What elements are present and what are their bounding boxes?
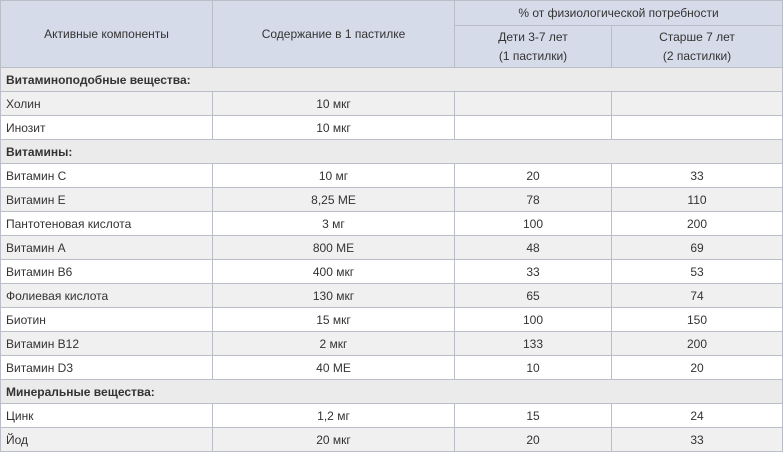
table-row — [1, 164, 783, 188]
section-row — [1, 140, 783, 164]
table-row — [1, 332, 783, 356]
component-name: Витамин С — [1, 164, 213, 188]
table-row — [1, 212, 783, 236]
table-row — [1, 116, 783, 140]
component-name: Йод — [1, 428, 213, 452]
older-percent: 69 — [612, 236, 783, 260]
section-row — [1, 68, 783, 92]
component-name: Инозит — [1, 116, 213, 140]
kids-percent: 100 — [455, 212, 612, 236]
component-name: Витамин D3 — [1, 356, 213, 380]
component-content: 40 МЕ — [213, 356, 455, 380]
component-content: 2 мкг — [213, 332, 455, 356]
older-percent: 33 — [612, 164, 783, 188]
component-content: 10 мкг — [213, 92, 455, 116]
section-title: Минеральные вещества: — [1, 380, 783, 404]
component-name: Витамин Е — [1, 188, 213, 212]
component-content: 1,2 мг — [213, 404, 455, 428]
older-percent: 24 — [612, 404, 783, 428]
older-percent: 33 — [612, 428, 783, 452]
kids-percent: 78 — [455, 188, 612, 212]
kids-percent: 33 — [455, 260, 612, 284]
component-content: 800 МЕ — [213, 236, 455, 260]
component-content: 15 мкг — [213, 308, 455, 332]
header-kids: Дети 3-7 лет (1 пастилки) — [455, 26, 612, 68]
component-content: 10 мкг — [213, 116, 455, 140]
older-percent: 200 — [612, 332, 783, 356]
table-row — [1, 260, 783, 284]
kids-percent — [455, 116, 612, 140]
header-need-group: % от физиологической потребности — [455, 1, 783, 26]
component-name: Витамин А — [1, 236, 213, 260]
table-row — [1, 284, 783, 308]
component-name: Фолиевая кислота — [1, 284, 213, 308]
component-content: 400 мкг — [213, 260, 455, 284]
component-name: Витамин В6 — [1, 260, 213, 284]
component-content: 130 мкг — [213, 284, 455, 308]
kids-percent: 133 — [455, 332, 612, 356]
kids-percent: 48 — [455, 236, 612, 260]
kids-percent: 100 — [455, 308, 612, 332]
header-component: Активные компоненты — [1, 1, 213, 68]
kids-percent: 20 — [455, 428, 612, 452]
table-row — [1, 308, 783, 332]
older-percent: 150 — [612, 308, 783, 332]
component-name: Пантотеновая кислота — [1, 212, 213, 236]
kids-percent: 10 — [455, 356, 612, 380]
table-row — [1, 236, 783, 260]
header-older: Старше 7 лет (2 пастилки) — [612, 26, 783, 68]
kids-percent: 15 — [455, 404, 612, 428]
component-name: Витамин В12 — [1, 332, 213, 356]
component-name: Цинк — [1, 404, 213, 428]
component-name: Биотин — [1, 308, 213, 332]
component-content: 10 мг — [213, 164, 455, 188]
older-percent: 200 — [612, 212, 783, 236]
section-title: Витаминоподобные вещества: — [1, 68, 783, 92]
older-percent — [612, 116, 783, 140]
table-row — [1, 92, 783, 116]
component-content: 3 мг — [213, 212, 455, 236]
section-title: Витамины: — [1, 140, 783, 164]
table-row — [1, 428, 783, 452]
older-percent: 110 — [612, 188, 783, 212]
kids-percent: 20 — [455, 164, 612, 188]
older-percent: 74 — [612, 284, 783, 308]
kids-percent — [455, 92, 612, 116]
header-content: Содержание в 1 пастилке — [213, 1, 455, 68]
older-percent — [612, 92, 783, 116]
component-content: 8,25 МЕ — [213, 188, 455, 212]
component-content: 20 мкг — [213, 428, 455, 452]
older-percent: 53 — [612, 260, 783, 284]
kids-percent: 65 — [455, 284, 612, 308]
table-row — [1, 404, 783, 428]
table-row — [1, 188, 783, 212]
table-row — [1, 356, 783, 380]
older-percent: 20 — [612, 356, 783, 380]
component-name: Холин — [1, 92, 213, 116]
section-row — [1, 380, 783, 404]
